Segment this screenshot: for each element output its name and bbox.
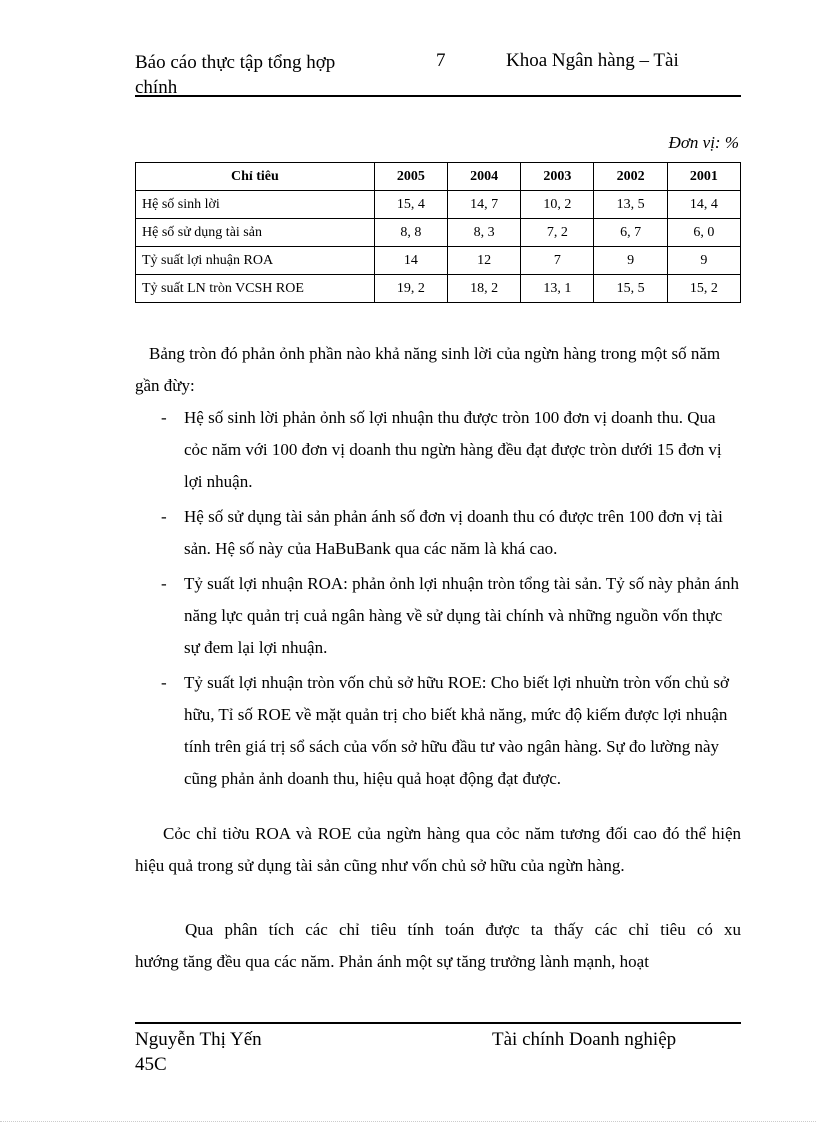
table-cell: 7 <box>521 247 594 275</box>
table-cell: 13, 5 <box>594 191 667 219</box>
list-item: - Hệ số sinh lời phản ỏnh số lợi nhuận thu được tròn 100 đơn vị doanh thu. Qua cỏc năm với 100 đơn vị doanh thu ngừn hàng đều đạt được tròn dưới 15 đơn vị lợi nhuận. <box>135 402 741 498</box>
list-item: - Hệ số sử dụng tài sản phản ánh số đơn vị doanh thu có được trên 100 đơn vị tài sản. Hệ số này của HaBuBank qua các năm là khá cao. <box>135 501 741 565</box>
indicator-table <box>135 162 741 303</box>
table-cell: 14 <box>374 247 447 275</box>
footer-divider <box>135 1022 741 1024</box>
table-cell: 13, 1 <box>521 275 594 303</box>
column-header: 2002 <box>594 163 667 191</box>
column-header: 2004 <box>448 163 521 191</box>
footer-author: Nguyễn Thị Yến 45C <box>135 1029 262 1075</box>
column-header: 2001 <box>667 163 740 191</box>
table-cell: 10, 2 <box>521 191 594 219</box>
table-cell: 14, 7 <box>448 191 521 219</box>
table-cell: 6, 0 <box>667 219 740 247</box>
table-cell: 8, 3 <box>448 219 521 247</box>
table-header-row <box>136 163 741 191</box>
table-cell: 14, 4 <box>667 191 740 219</box>
table-cell: 15, 2 <box>667 275 740 303</box>
row-label: Hệ số sinh lời <box>136 191 375 219</box>
table-cell: 9 <box>594 247 667 275</box>
table-cell: 12 <box>448 247 521 275</box>
unit-label: Đơn vị: % <box>668 133 739 152</box>
column-header: 2005 <box>374 163 447 191</box>
table-cell: 9 <box>667 247 740 275</box>
analysis-paragraph-line: hướng tăng đều qua các năm. Phản ánh một sự tăng trưởng lành mạnh, hoạt <box>135 952 649 971</box>
table-cell: 8, 8 <box>374 219 447 247</box>
intro-paragraph: Bảng tròn đó phản ỏnh phần nào khả năng sinh lời của ngừn hàng trong một số năm gần đừy: <box>135 344 721 395</box>
list-item: - Tỷ suất lợi nhuận ROA: phản ỏnh lợi nhuận tròn tổng tài sản. Tỷ số này phản ánh năng lực quản trị cuả ngân hàng về sử dụng tài chính và những nguồn vốn thực sự đem lại lợi nhuận. <box>135 568 741 664</box>
analysis-bullet-list <box>135 402 741 798</box>
list-item: - Tỷ suất lợi nhuận tròn vốn chủ sở hữu ROE: Cho biết lợi nhuừn tròn vốn chủ sở hữu, Tỉ số ROE về mặt quản trị cho biết khả năng, mức độ kiếm được lợi nhuận tính trên giá trị sổ sách của vốn sở hữu đầu tư vào ngân hàng. Sự đo lường này cũng phản ảnh doanh thu, hiệu quả hoạt động đạt được. <box>135 667 741 795</box>
page-edge <box>0 1121 816 1122</box>
table-cell: 18, 2 <box>448 275 521 303</box>
table-cell: 15, 4 <box>374 191 447 219</box>
analysis-paragraph <box>135 914 741 978</box>
conclusion-paragraph: Cỏc chỉ tiờu ROA và ROE của ngừn hàng qua cỏc năm tương đối cao đó thể hiện hiệu quả trong sử dụng tài sản cũng như vốn chủ sở hữu của ngừn hàng. <box>135 824 741 875</box>
header-report-title: Báo cáo thực tập tổng hợp chính <box>135 52 336 98</box>
analysis-paragraph-line: Qua phân tích các chỉ tiêu tính toán được ta thấy các chỉ tiêu có xu <box>185 920 741 939</box>
table-cell: 6, 7 <box>594 219 667 247</box>
table-row <box>136 247 741 275</box>
row-label: Hệ số sử dụng tài sản <box>136 219 375 247</box>
header-divider <box>135 95 741 97</box>
footer-department: Tài chính Doanh nghiệp <box>492 1029 677 1050</box>
header-faculty: Khoa Ngân hàng – Tài <box>506 50 679 71</box>
table-cell: 19, 2 <box>374 275 447 303</box>
table-cell: 15, 5 <box>594 275 667 303</box>
table-row <box>136 275 741 303</box>
page-number: 7 <box>436 50 446 71</box>
table-row <box>136 191 741 219</box>
column-header: Chỉ tiêu <box>136 163 375 191</box>
table-row <box>136 219 741 247</box>
row-label: Tỷ suất lợi nhuận ROA <box>136 247 375 275</box>
row-label: Tỷ suất LN tròn VCSH ROE <box>136 275 375 303</box>
column-header: 2003 <box>521 163 594 191</box>
table-cell: 7, 2 <box>521 219 594 247</box>
